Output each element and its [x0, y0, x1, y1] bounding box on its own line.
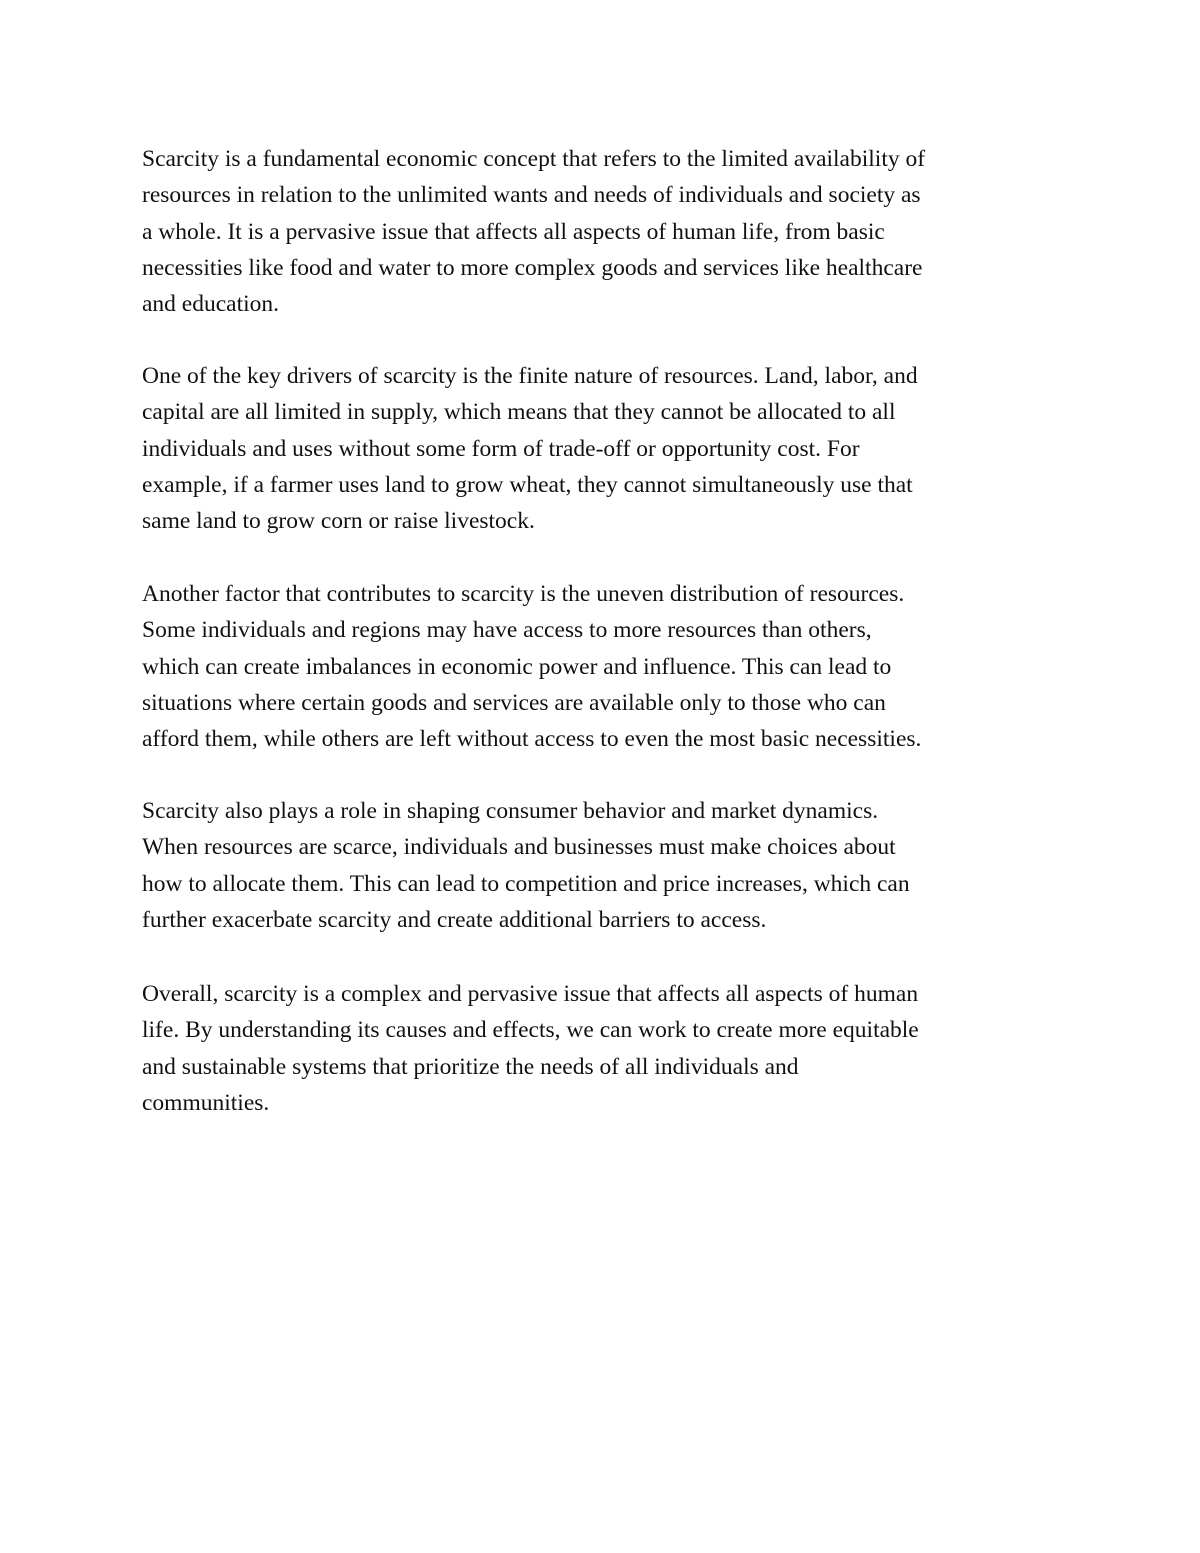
paragraph-line: Another factor that contributes to scarcity is the uneven distribution of resources. — [142, 581, 905, 607]
paragraph-line: When resources are scarce, individuals and businesses must make choices about — [142, 834, 896, 861]
paragraph-line: life. By understanding its causes and effects, we can work to create more equitable — [142, 1017, 919, 1044]
paragraph-line: resources in relation to the unlimited wants and needs of individuals and society as — [142, 182, 921, 209]
paragraph-4 — [142, 793, 1062, 938]
paragraph-line: communities. — [142, 1089, 270, 1116]
paragraph-line: necessities like food and water to more complex goods and services like healthcare — [142, 254, 923, 281]
paragraph-line: same land to grow corn or raise livestock. — [142, 508, 535, 535]
paragraph-2 — [142, 358, 1062, 539]
paragraph-line: Overall, scarcity is a complex and pervasive issue that affects all aspects of human — [142, 981, 919, 1007]
paragraph-line: example, if a farmer uses land to grow wheat, they cannot simultaneously use that — [142, 471, 913, 498]
paragraph-line: Some individuals and regions may have access to more resources than others, — [142, 617, 872, 644]
paragraph-3 — [142, 576, 1062, 757]
paragraph-line: One of the key drivers of scarcity is the finite nature of resources. Land, labor, and — [142, 363, 918, 389]
paragraph-line: Scarcity also plays a role in shaping consumer behavior and market dynamics. — [142, 798, 879, 824]
paragraph-line: which can create imbalances in economic power and influence. This can lead to — [142, 653, 892, 680]
paragraph-line: individuals and uses without some form of trade-off or opportunity cost. For — [142, 435, 860, 462]
paragraph-line: a whole. It is a pervasive issue that affects all aspects of human life, from basic — [142, 218, 885, 245]
paragraph-line: further exacerbate scarcity and create additional barriers to access. — [142, 906, 767, 933]
paragraph-line: Scarcity is a fundamental economic concept that refers to the limited availability of — [142, 146, 926, 172]
paragraph-1 — [142, 141, 1062, 322]
paragraph-line: and education. — [142, 291, 280, 318]
paragraph-5 — [142, 976, 1062, 1121]
paragraph-line: how to allocate them. This can lead to competition and price increases, which can — [142, 870, 910, 897]
paragraph-line: capital are all limited in supply, which means that they cannot be allocated to all — [142, 399, 896, 426]
paragraph-line: and sustainable systems that prioritize the needs of all individuals and — [142, 1053, 799, 1080]
paragraph-line: afford them, while others are left without access to even the most basic necessities. — [142, 726, 922, 753]
paragraph-line: situations where certain goods and services are available only to those who can — [142, 689, 886, 716]
